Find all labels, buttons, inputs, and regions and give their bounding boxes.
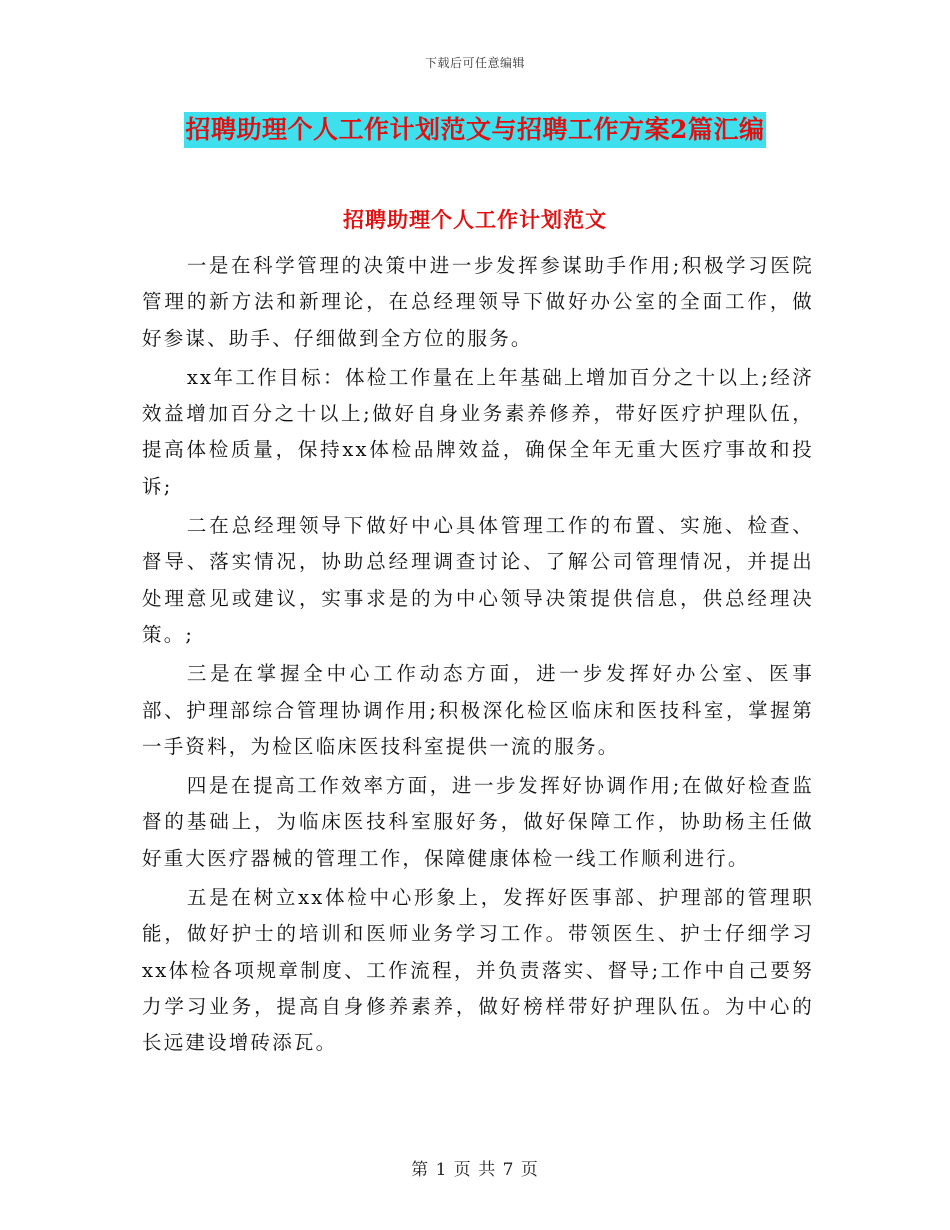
document-body (142, 248, 814, 1065)
page-number-footer: 第 1 页 共 7 页 (411, 1160, 539, 1180)
paragraph: 四是在提高工作效率方面，进一步发挥好协调作用;在做好检查监督的基础上，为临床医技科室服好务，做好保障工作，协助杨主任做好重大医疗器械的管理工作，保障健康体检一线工作顺利进行。 (142, 774, 814, 870)
paragraph: 二在总经理领导下做好中心具体管理工作的布置、实施、检查、督导、落实情况，协助总经理调查讨论、了解公司管理情况，并提出处理意见或建议，实事求是的为中心领导决策提供信息，供总经理决策。; (142, 514, 814, 646)
header-note: 下载后可任意编辑 (424, 56, 525, 70)
document-title: 招聘助理个人工作计划范文与招聘工作方案2篇汇编 (184, 112, 767, 148)
paragraph: 三是在掌握全中心工作动态方面，进一步发挥好办公室、医事部、护理部综合管理协调作用;积极深化检区临床和医技科室，掌握第一手资料，为检区临床医技科室提供一流的服务。 (142, 662, 814, 758)
paragraph: xx年工作目标：体检工作量在上年基础上增加百分之十以上;经济效益增加百分之十以上;做好自身业务素养修养，带好医疗护理队伍，提高体检质量，保持xx体检品牌效益，确保全年无重大医疗事故和投诉; (142, 365, 814, 498)
section-title: 招聘助理个人工作计划范文 (343, 207, 607, 232)
document-title-container (0, 112, 950, 148)
paragraph: 一是在科学管理的决策中进一步发挥参谋助手作用;积极学习医院管理的新方法和新理论，在总经理领导下做好办公室的全面工作，做好参谋、助手、仔细做到全方位的服务。 (142, 254, 814, 350)
paragraph: 五是在树立xx体检中心形象上，发挥好医事部、护理部的管理职能，做好护士的培训和医师业务学习工作。带领医生、护士仔细学习xx体检各项规章制度、工作流程，并负责落实、督导;工作中自己要努力学习业务，提高自身修养素养，做好榜样带好护理队伍。为中心的长远建设增砖添瓦。 (142, 886, 814, 1055)
